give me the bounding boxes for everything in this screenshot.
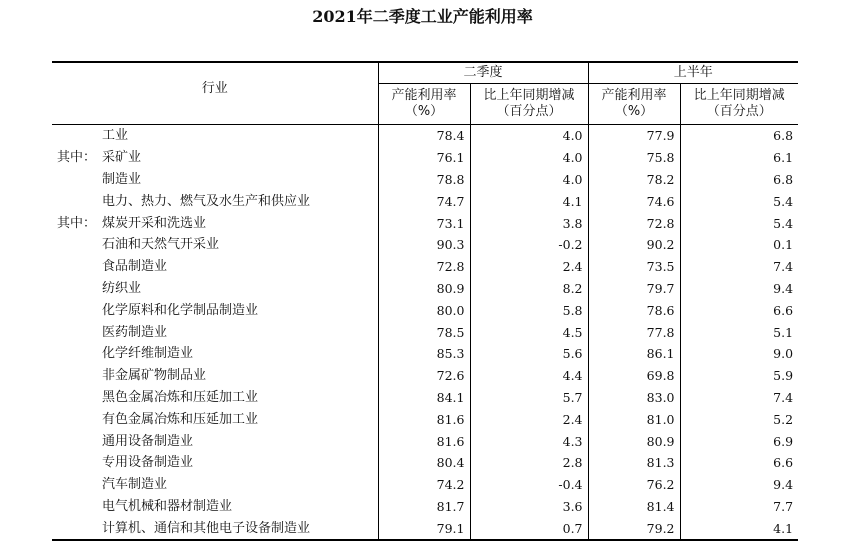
industry-cell [52, 343, 378, 365]
q2-change-cell: 8.2 [470, 278, 588, 300]
industry-column-header: 行业 [52, 62, 378, 125]
h1-rate-cell: 72.8 [588, 212, 680, 234]
q2-rate-cell: 81.6 [378, 408, 470, 430]
h1-rate-cell: 83.0 [588, 387, 680, 409]
industry-name: 石油和天然气开采业 [102, 237, 220, 253]
h1-change-cell: 9.4 [773, 477, 794, 493]
q2-change-cell: 4.5 [470, 321, 588, 343]
h1-change-cell: 5.1 [773, 324, 794, 340]
table-row [52, 147, 798, 169]
h1-change-cell: 7.4 [773, 389, 794, 405]
q2-rate-cell: 76.1 [378, 147, 470, 169]
table-body [52, 125, 798, 541]
industry-cell [52, 190, 378, 212]
table-row [52, 365, 798, 387]
table-row [52, 452, 798, 474]
industry-name: 有色金属冶炼和压延加工业 [102, 411, 259, 427]
industry-cell [52, 125, 378, 147]
h1-change-cell: 6.6 [773, 302, 794, 318]
q2-rate-cell: 81.6 [378, 430, 470, 452]
change-header-line2: （百分点） [496, 104, 562, 119]
industry-cell [52, 321, 378, 343]
industry-name: 非金属矿物制品业 [102, 368, 207, 384]
q2-change-cell: 5.7 [470, 387, 588, 409]
h1-rate-cell: 69.8 [588, 365, 680, 387]
table-row [52, 299, 798, 321]
h1-change-cell: 7.7 [773, 498, 794, 514]
industry-name: 专用设备制造业 [102, 455, 194, 471]
capacity-utilization-table [52, 61, 798, 541]
change-header-line2: （百分点） [706, 104, 772, 119]
q2-change-cell: -0.4 [470, 474, 588, 496]
industry-name: 煤炭开采和洗选业 [102, 215, 207, 231]
industry-name: 电力、热力、燃气及水生产和供应业 [102, 193, 311, 209]
h1-change-cell: 7.4 [773, 259, 794, 275]
h1-change-cell: 9.0 [773, 346, 794, 362]
h1-rate-cell: 76.2 [588, 474, 680, 496]
industry-name: 制造业 [102, 171, 142, 187]
q2-rate-cell: 72.6 [378, 365, 470, 387]
h1-rate-header [588, 84, 680, 125]
table-row [52, 125, 798, 147]
rate-header-line2: （%） [614, 104, 654, 119]
q2-rate-cell: 74.7 [378, 190, 470, 212]
h1-rate-cell: 78.2 [588, 169, 680, 191]
h1-change-cell: 0.1 [773, 237, 794, 253]
industry-name: 计算机、通信和其他电子设备制造业 [102, 520, 311, 536]
q2-change-cell: 2.8 [470, 452, 588, 474]
h1-rate-cell: 80.9 [588, 430, 680, 452]
q2-change-header [470, 84, 588, 125]
industry-cell [52, 256, 378, 278]
h1-change-header [680, 84, 798, 125]
table-row [52, 212, 798, 234]
h1-change-cell: 5.4 [773, 215, 794, 231]
q2-change-cell: 4.0 [470, 147, 588, 169]
q2-change-cell: 4.4 [470, 365, 588, 387]
table-header [52, 62, 798, 125]
q2-rate-cell: 80.4 [378, 452, 470, 474]
industry-name: 电气机械和器材制造业 [102, 498, 233, 514]
industry-cell [52, 299, 378, 321]
q2-group-header: 二季度 [378, 62, 588, 84]
rate-header-line1: 产能利用率 [601, 88, 667, 103]
change-header-line1: 比上年同期增减 [483, 88, 575, 103]
h1-rate-cell: 74.6 [588, 190, 680, 212]
h1-change-cell: 6.9 [773, 433, 794, 449]
h1-rate-cell: 75.8 [588, 147, 680, 169]
industry-cell [52, 517, 378, 540]
industry-name: 医药制造业 [102, 324, 168, 340]
h1-rate-cell: 78.6 [588, 299, 680, 321]
industry-cell [52, 387, 378, 409]
table-row [52, 430, 798, 452]
h1-rate-cell: 81.0 [588, 408, 680, 430]
industry-name: 汽车制造业 [102, 477, 168, 493]
q2-rate-cell: 85.3 [378, 343, 470, 365]
industry-name: 食品制造业 [102, 259, 168, 275]
h1-rate-cell: 77.8 [588, 321, 680, 343]
row-prefix: 其中： [57, 215, 97, 231]
table-row [52, 321, 798, 343]
q2-rate-cell: 74.2 [378, 474, 470, 496]
rate-header-line1: 产能利用率 [391, 88, 457, 103]
q2-rate-cell: 90.3 [378, 234, 470, 256]
table-row [52, 169, 798, 191]
h1-change-cell: 5.2 [773, 411, 794, 427]
table-row [52, 408, 798, 430]
q2-change-cell: 3.6 [470, 496, 588, 518]
q2-rate-header [378, 84, 470, 125]
h1-change-cell: 4.1 [680, 517, 798, 540]
table-row [52, 256, 798, 278]
h1-change-cell: 9.4 [773, 280, 794, 296]
q2-change-cell: 3.8 [470, 212, 588, 234]
q2-change-cell: 2.4 [470, 408, 588, 430]
industry-cell [52, 234, 378, 256]
h1-rate-cell: 90.2 [588, 234, 680, 256]
industry-name: 纺织业 [102, 280, 142, 296]
industry-name: 黑色金属冶炼和压延加工业 [102, 389, 259, 405]
industry-name: 化学纤维制造业 [102, 346, 194, 362]
table-row [52, 234, 798, 256]
h1-rate-cell: 77.9 [588, 125, 680, 147]
table-row [52, 343, 798, 365]
q2-change-cell: 4.1 [470, 190, 588, 212]
h1-rate-cell: 73.5 [588, 256, 680, 278]
h1-rate-cell: 81.3 [588, 452, 680, 474]
q2-rate-cell: 84.1 [378, 387, 470, 409]
industry-cell [52, 278, 378, 300]
industry-name: 工业 [102, 128, 129, 144]
change-header-line1: 比上年同期增减 [693, 88, 785, 103]
q2-change-cell: 4.0 [470, 125, 588, 147]
industry-cell [52, 147, 378, 169]
q2-change-cell: 4.3 [470, 430, 588, 452]
table-row [52, 474, 798, 496]
h1-change-cell: 5.9 [773, 368, 794, 384]
h1-rate-cell: 79.7 [588, 278, 680, 300]
q2-rate-cell: 80.0 [378, 299, 470, 321]
h1-rate-cell: 79.2 [588, 517, 680, 540]
h1-rate-cell: 81.4 [588, 496, 680, 518]
industry-cell [52, 169, 378, 191]
row-prefix: 其中： [57, 150, 97, 166]
h1-change-cell: 6.8 [773, 128, 794, 144]
table-row [52, 190, 798, 212]
table-row [52, 496, 798, 518]
h1-change-cell: 6.6 [773, 455, 794, 471]
industry-cell [52, 430, 378, 452]
q2-rate-cell: 81.7 [378, 496, 470, 518]
q2-change-cell: 0.7 [470, 517, 588, 540]
h1-change-cell: 5.4 [773, 193, 794, 209]
industry-name: 采矿业 [102, 150, 142, 166]
q2-change-cell: 5.8 [470, 299, 588, 321]
q2-rate-cell: 79.1 [378, 517, 470, 540]
q2-rate-cell: 73.1 [378, 212, 470, 234]
table-row [52, 517, 798, 540]
rate-header-line2: （%） [404, 104, 444, 119]
h1-group-header: 上半年 [588, 62, 798, 84]
industry-cell [52, 408, 378, 430]
table-row [52, 278, 798, 300]
table-row [52, 387, 798, 409]
h1-rate-cell: 86.1 [588, 343, 680, 365]
industry-cell [52, 496, 378, 518]
industry-cell [52, 452, 378, 474]
q2-change-cell: 2.4 [470, 256, 588, 278]
q2-change-cell: 4.0 [470, 169, 588, 191]
h1-change-cell: 6.8 [773, 171, 794, 187]
q2-change-cell: -0.2 [470, 234, 588, 256]
page-title: 2021年二季度工业产能利用率 [312, 7, 533, 26]
h1-change-cell: 6.1 [773, 150, 794, 166]
industry-cell [52, 212, 378, 234]
industry-name: 化学原料和化学制品制造业 [102, 302, 259, 318]
industry-cell [52, 474, 378, 496]
industry-cell [52, 365, 378, 387]
q2-change-cell: 5.6 [470, 343, 588, 365]
q2-rate-cell: 78.8 [378, 169, 470, 191]
q2-rate-cell: 80.9 [378, 278, 470, 300]
q2-rate-cell: 78.4 [378, 125, 470, 147]
industry-name: 通用设备制造业 [102, 433, 194, 449]
q2-rate-cell: 72.8 [378, 256, 470, 278]
q2-rate-cell: 78.5 [378, 321, 470, 343]
